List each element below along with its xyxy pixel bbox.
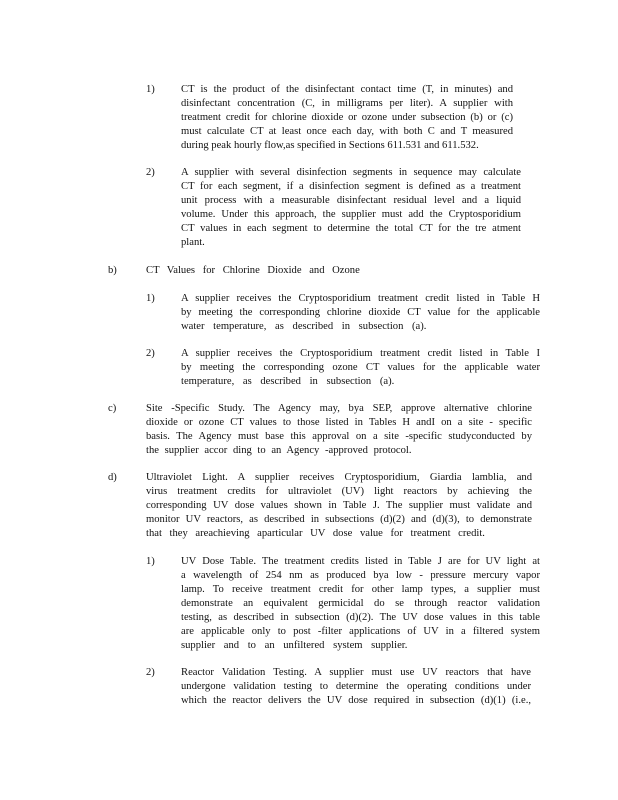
text-line: CT is the product of the disinfectant contact time (T, in minutes) and [181,84,513,95]
text-line: A supplier with several disinfection segments in sequence may calculate [181,167,521,178]
item-marker: 2) [146,167,155,178]
text-line: volume. Under this approach, the supplier must add the Cryptosporidium [181,209,521,220]
text-line: dioxide or ozone CT values to those listed in Tables H andI on a site - specific [146,417,532,428]
text-line: monitor UV reactors, as described in subsections (d)(2) and (d)(3), to demonstrate [146,514,532,525]
paragraph [146,402,532,458]
text-line: A supplier receives the Cryptosporidium treatment credit listed in Table H [181,293,540,304]
item-marker: 1) [146,84,155,95]
text-line: testing, as described in subsection (d)(2). The UV dose values in this table [181,612,540,623]
text-line: A supplier receives the Cryptosporidium treatment credit listed in Table I [181,348,540,359]
text-line: during peak hourly flow,as specified in Sections 611.531 and 611.532. [181,140,479,151]
text-line: the supplier accor ding to an Agency -approved protocol. [146,445,412,456]
text-line: water temperature, as described in subsection (a). [181,321,427,332]
paragraph [181,347,540,389]
paragraph [146,264,386,278]
item-marker: 1) [146,556,155,567]
item-marker: c) [108,403,117,414]
text-line: basis. The Agency must base this approval on a site -specific studyconducted by [146,431,532,442]
text-line: disinfectant concentration (C, in milligrams per liter). A supplier with [181,98,513,109]
text-line: by meeting the corresponding ozone CT values for the applicable water [181,362,540,373]
paragraph [181,166,521,250]
text-line: lamp. To receive treatment credit for other lamp types, a supplier must [181,584,540,595]
text-line: Site -Specific Study. The Agency may, bya SEP, approve alternative chlorine [146,403,532,414]
item-marker: 2) [146,348,155,359]
text-line: UV Dose Table. The treatment credits listed in Table J are for UV light at [181,556,540,567]
paragraph [181,666,531,708]
text-line: Reactor Validation Testing. A supplier must use UV reactors that have [181,667,531,678]
text-line: plant. [181,237,205,248]
text-line: are applicable only to post -filter applications of UV in a filtered system [181,626,540,637]
text-line: must calculate CT at least once each day, with both C and T measured [181,126,513,137]
item-marker: d) [108,472,117,483]
text-line: CT for each segment, if a disinfection segment is defined as a treatment [181,181,521,192]
paragraph [181,555,540,653]
paragraph [146,471,532,541]
item-marker: 2) [146,667,155,678]
text-line: virus treatment credits for ultraviolet (UV) light reactors by achieving the [146,486,532,497]
text-line: demonstrate an equivalent germicidal do se through reactor validation [181,598,540,609]
text-line: by meeting the corresponding chlorine dioxide CT value for the applicable [181,307,540,318]
paragraph [181,83,513,153]
item-marker: b) [108,265,117,276]
text-line: a wavelength of 254 nm as produced bya low - pressure mercury vapor [181,570,540,581]
text-line: unit process with a measurable disinfectant residual level and a liquid [181,195,521,206]
text-line: treatment credit for chlorine dioxide or ozone under subsection (b) or (c) [181,112,513,123]
text-line: corresponding UV dose values shown in Table J. The supplier must validate and [146,500,532,511]
paragraph [181,292,540,334]
text-line: supplier and to an unfiltered system supplier. [181,640,408,651]
text-line: Ultraviolet Light. A supplier receives Cryptosporidium, Giardia lamblia, and [146,472,532,483]
text-line: CT Values for Chlorine Dioxide and Ozone [146,265,360,276]
text-line: that they areachieving aparticular UV dose value for treatment credit. [146,528,485,539]
item-marker: 1) [146,293,155,304]
text-line: temperature, as described in subsection (a). [181,376,395,387]
text-line: undergone validation testing to determine the operating conditions under [181,681,531,692]
text-line: which the reactor delivers the UV dose required in subsection (d)(1) (i.e., [181,695,531,706]
text-line: CT values in each segment to determine the total CT for the tre atment [181,223,521,234]
